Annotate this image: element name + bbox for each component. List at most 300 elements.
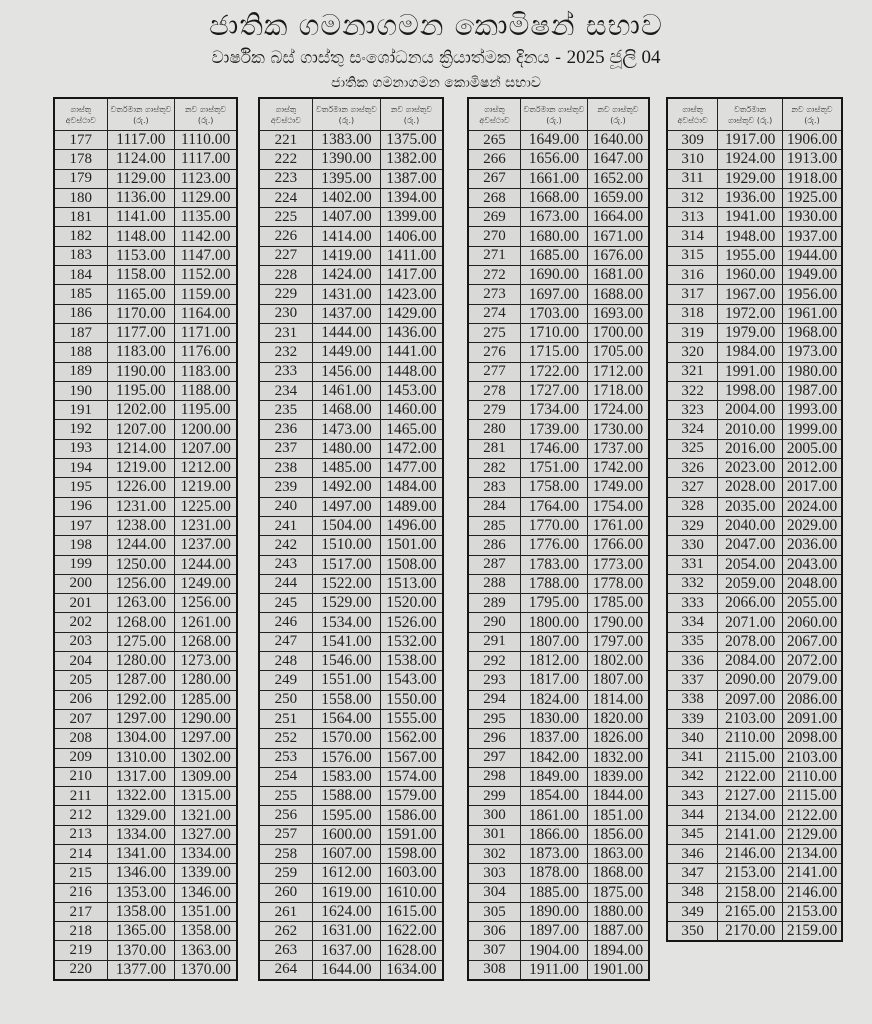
fare-stage: 252 [259,729,312,748]
table-row [259,767,443,786]
fare-stage: 223 [259,169,312,188]
table-row [259,188,443,207]
fare-stage: 214 [54,844,107,863]
fare-stage: 320 [667,343,718,362]
fare-stage: 316 [667,266,718,285]
table-row [667,883,842,902]
new-fare: 1171.00 [175,323,237,342]
current-fare: 1158.00 [107,266,175,285]
fare-stage: 198 [54,536,107,555]
table-row [468,381,649,400]
fare-stage: 239 [259,478,312,497]
current-fare: 1854.00 [520,787,587,806]
fare-stage: 208 [54,729,107,748]
current-fare: 1510.00 [312,536,380,555]
current-fare: 1967.00 [718,285,783,304]
table-row [468,652,649,671]
table-row [468,594,649,613]
table-row [54,266,237,285]
current-fare: 1680.00 [520,227,587,246]
table-row [468,902,649,921]
table-row [54,864,237,883]
new-fare: 1652.00 [587,169,649,188]
table-row [54,709,237,728]
current-fare: 1263.00 [107,594,175,613]
table-row [667,285,842,304]
fare-stage: 249 [259,671,312,690]
fare-stage: 349 [667,902,718,921]
table-row [667,401,842,420]
new-fare: 1615.00 [380,902,443,921]
current-fare: 2141.00 [718,825,783,844]
current-fare: 1183.00 [107,343,175,362]
new-fare: 1766.00 [587,536,649,555]
new-fare: 1894.00 [587,941,649,960]
table-row [667,131,842,150]
fare-stage: 178 [54,150,107,169]
new-fare: 1851.00 [587,806,649,825]
table-row [667,767,842,786]
fare-stage: 180 [54,188,107,207]
fare-stage: 229 [259,285,312,304]
current-fare: 1322.00 [107,787,175,806]
new-fare: 1944.00 [783,246,843,265]
current-fare: 1739.00 [520,420,587,439]
new-fare: 1807.00 [587,671,649,690]
new-fare: 1628.00 [380,941,443,960]
table-row [54,594,237,613]
fare-stage: 251 [259,709,312,728]
fare-stage: 297 [468,748,520,767]
new-fare: 1574.00 [380,767,443,786]
current-fare: 1473.00 [312,420,380,439]
current-fare: 1358.00 [107,902,175,921]
table-row [468,131,649,150]
table-row [468,188,649,207]
new-fare: 2146.00 [783,883,843,902]
current-fare: 1564.00 [312,709,380,728]
table-row [667,188,842,207]
current-fare: 1948.00 [718,227,783,246]
current-fare: 1461.00 [312,381,380,400]
current-fare: 1644.00 [312,960,380,980]
fare-stage: 305 [468,902,520,921]
new-fare: 2110.00 [783,767,843,786]
fare-stage: 269 [468,208,520,227]
fare-stage: 339 [667,709,718,728]
table-row [468,960,649,980]
current-fare: 2090.00 [718,671,783,690]
table-row [468,516,649,535]
current-fare: 1570.00 [312,729,380,748]
table-row [468,266,649,285]
table-row [468,285,649,304]
fare-stage: 274 [468,304,520,323]
table-row [468,574,649,593]
new-fare: 1334.00 [175,844,237,863]
new-fare: 1832.00 [587,748,649,767]
new-fare: 2048.00 [783,574,843,593]
fare-stage: 313 [667,208,718,227]
new-fare: 1567.00 [380,748,443,767]
new-fare: 2103.00 [783,748,843,767]
fare-stage: 182 [54,227,107,246]
new-fare: 1268.00 [175,632,237,651]
current-fare: 1365.00 [107,922,175,941]
new-fare: 2043.00 [783,555,843,574]
current-fare: 1837.00 [520,729,587,748]
fare-stage: 259 [259,864,312,883]
current-fare: 1697.00 [520,285,587,304]
current-fare: 1148.00 [107,227,175,246]
new-fare: 1477.00 [380,459,443,478]
new-fare: 1591.00 [380,825,443,844]
new-fare: 1688.00 [587,285,649,304]
current-fare: 2004.00 [718,401,783,420]
new-fare: 1225.00 [175,497,237,516]
fare-stage: 347 [667,864,718,883]
table-row [468,246,649,265]
new-fare: 1640.00 [587,131,649,150]
current-fare: 2146.00 [718,844,783,863]
table-row [54,343,237,362]
current-fare: 1924.00 [718,150,783,169]
current-fare: 1972.00 [718,304,783,323]
table-row [468,883,649,902]
fare-stage: 247 [259,632,312,651]
new-fare: 1394.00 [380,188,443,207]
fare-stage: 224 [259,188,312,207]
table-row [468,420,649,439]
fare-stage: 270 [468,227,520,246]
new-fare: 1142.00 [175,227,237,246]
current-fare: 1468.00 [312,401,380,420]
current-fare: 1541.00 [312,632,380,651]
fare-stage: 236 [259,420,312,439]
fare-stage: 282 [468,459,520,478]
new-fare: 1956.00 [783,285,843,304]
current-fare: 1431.00 [312,285,380,304]
table-row [468,555,649,574]
fare-stage: 327 [667,478,718,497]
new-fare: 2086.00 [783,690,843,709]
new-fare: 1484.00 [380,478,443,497]
fare-stage: 188 [54,343,107,362]
current-fare: 1419.00 [312,246,380,265]
current-fare: 1177.00 [107,323,175,342]
new-fare: 1188.00 [175,381,237,400]
table-row [667,632,842,651]
new-fare: 1880.00 [587,902,649,921]
fare-stage: 330 [667,536,718,555]
new-fare: 1207.00 [175,439,237,458]
fare-stage: 213 [54,825,107,844]
new-fare: 1297.00 [175,729,237,748]
fare-stage: 304 [468,883,520,902]
table-row [54,246,237,265]
new-fare: 2159.00 [783,922,843,942]
current-fare: 1383.00 [312,131,380,150]
table-row [54,613,237,632]
fare-stage: 337 [667,671,718,690]
current-fare: 1529.00 [312,594,380,613]
current-fare: 2028.00 [718,478,783,497]
current-fare: 2066.00 [718,594,783,613]
current-fare: 1129.00 [107,169,175,188]
new-fare: 1110.00 [175,131,237,150]
document-title: ජාතික ගමනාගමන කොමිෂන් සභාව [209,8,663,42]
current-fare: 1165.00 [107,285,175,304]
current-fare: 1885.00 [520,883,587,902]
fare-stage: 294 [468,690,520,709]
fare-stage: 179 [54,169,107,188]
current-fare: 1546.00 [312,652,380,671]
new-fare: 2153.00 [783,902,843,921]
current-fare: 1866.00 [520,825,587,844]
table-row [667,748,842,767]
new-fare: 1249.00 [175,574,237,593]
table-row [259,381,443,400]
new-fare: 1671.00 [587,227,649,246]
new-fare: 2091.00 [783,709,843,728]
fare-table-1 [53,97,238,981]
fare-stage: 192 [54,420,107,439]
current-fare: 1304.00 [107,729,175,748]
new-fare: 1489.00 [380,497,443,516]
current-fare: 1817.00 [520,671,587,690]
new-fare: 1465.00 [380,420,443,439]
header-current-fare: වර්තමාන ගාස්තුව (රු.) [312,98,380,131]
fare-stage: 328 [667,497,718,516]
fare-stage: 350 [667,922,718,942]
fare-stage: 290 [468,613,520,632]
table-row [54,536,237,555]
fare-stage: 276 [468,343,520,362]
fare-stage: 189 [54,362,107,381]
table-row [259,420,443,439]
table-row [54,131,237,150]
new-fare: 2079.00 [783,671,843,690]
current-fare: 1497.00 [312,497,380,516]
current-fare: 1955.00 [718,246,783,265]
current-fare: 1136.00 [107,188,175,207]
new-fare: 1417.00 [380,266,443,285]
current-fare: 2110.00 [718,729,783,748]
table-row [54,787,237,806]
new-fare: 2024.00 [783,497,843,516]
table-row [667,381,842,400]
new-fare: 1436.00 [380,323,443,342]
new-fare: 2029.00 [783,516,843,535]
table-row [468,632,649,651]
fare-stage: 291 [468,632,520,651]
table-row [259,883,443,902]
fare-stage: 266 [468,150,520,169]
new-fare: 1705.00 [587,343,649,362]
new-fare: 1693.00 [587,304,649,323]
fare-stage: 194 [54,459,107,478]
fare-stage: 318 [667,304,718,323]
fare-stage: 278 [468,381,520,400]
current-fare: 2134.00 [718,806,783,825]
table-row [259,478,443,497]
new-fare: 2129.00 [783,825,843,844]
new-fare: 1129.00 [175,188,237,207]
current-fare: 1517.00 [312,555,380,574]
table-row [468,767,649,786]
table-row [259,343,443,362]
header-new-fare: නව ගාස්තුව (රු.) [783,98,843,131]
table-row [54,478,237,497]
table-row [54,208,237,227]
current-fare: 1195.00 [107,381,175,400]
header-current-fare: වර්තමාන ගාස්තුව (රු.) [107,98,175,131]
new-fare: 1176.00 [175,343,237,362]
new-fare: 1844.00 [587,787,649,806]
current-fare: 1824.00 [520,690,587,709]
current-fare: 1504.00 [312,516,380,535]
new-fare: 1622.00 [380,922,443,941]
table-row [667,227,842,246]
current-fare: 2097.00 [718,690,783,709]
current-fare: 1637.00 [312,941,380,960]
new-fare: 1327.00 [175,825,237,844]
document-subtitle [0,47,872,69]
table-row [54,285,237,304]
current-fare: 1788.00 [520,574,587,593]
table-row [54,690,237,709]
table-row [259,497,443,516]
current-fare: 1219.00 [107,459,175,478]
current-fare: 1444.00 [312,323,380,342]
fare-stage: 205 [54,671,107,690]
current-fare: 1998.00 [718,381,783,400]
current-fare: 1202.00 [107,401,175,420]
fare-stage: 195 [54,478,107,497]
fare-stage: 241 [259,516,312,535]
fare-stage: 216 [54,883,107,902]
new-fare: 1598.00 [380,844,443,863]
new-fare: 1382.00 [380,150,443,169]
header-stage: ගාස්තු අවස්ථාව [468,98,520,131]
fare-stage: 226 [259,227,312,246]
new-fare: 1543.00 [380,671,443,690]
fare-stage: 308 [468,960,520,980]
new-fare: 1363.00 [175,941,237,960]
new-fare: 1453.00 [380,381,443,400]
current-fare: 2023.00 [718,459,783,478]
current-fare: 2115.00 [718,748,783,767]
fare-stage: 275 [468,323,520,342]
current-fare: 1776.00 [520,536,587,555]
table-row [259,516,443,535]
current-fare: 1280.00 [107,652,175,671]
new-fare: 1526.00 [380,613,443,632]
table-row [667,516,842,535]
fare-stage: 187 [54,323,107,342]
fare-stage: 321 [667,362,718,381]
current-fare: 1214.00 [107,439,175,458]
table-row [259,825,443,844]
current-fare: 2040.00 [718,516,783,535]
fare-stage: 298 [468,767,520,786]
current-fare: 1770.00 [520,516,587,535]
current-fare: 1631.00 [312,922,380,941]
table-row [54,902,237,921]
current-fare: 1492.00 [312,478,380,497]
table-row [667,844,842,863]
fare-stage: 206 [54,690,107,709]
current-fare: 1268.00 [107,613,175,632]
table-row [259,806,443,825]
new-fare: 1659.00 [587,188,649,207]
current-fare: 1624.00 [312,902,380,921]
current-fare: 2071.00 [718,613,783,632]
fare-stage: 197 [54,516,107,535]
fare-stage: 346 [667,844,718,863]
current-fare: 1226.00 [107,478,175,497]
table-row [259,323,443,342]
current-fare: 1329.00 [107,806,175,825]
new-fare: 1302.00 [175,748,237,767]
table-row [54,188,237,207]
new-fare: 1718.00 [587,381,649,400]
current-fare: 2010.00 [718,420,783,439]
table-row [259,690,443,709]
current-fare: 1256.00 [107,574,175,593]
table-row [54,652,237,671]
current-fare: 1595.00 [312,806,380,825]
fare-stage: 263 [259,941,312,960]
fare-stage: 220 [54,960,107,980]
fare-stage: 211 [54,787,107,806]
fare-stage: 262 [259,922,312,941]
current-fare: 2059.00 [718,574,783,593]
new-fare: 1195.00 [175,401,237,420]
table-row [54,459,237,478]
fare-stage: 254 [259,767,312,786]
table-row [667,709,842,728]
fare-stage: 222 [259,150,312,169]
table-row [667,671,842,690]
current-fare: 1370.00 [107,941,175,960]
table-row [468,208,649,227]
fare-stage: 341 [667,748,718,767]
fare-stage: 345 [667,825,718,844]
table-row [667,169,842,188]
current-fare: 1424.00 [312,266,380,285]
table-row [468,401,649,420]
current-fare: 1117.00 [107,131,175,150]
fare-stage: 243 [259,555,312,574]
current-fare: 1292.00 [107,690,175,709]
fare-stage: 296 [468,729,520,748]
current-fare: 1722.00 [520,362,587,381]
new-fare: 1968.00 [783,323,843,342]
table-row [54,825,237,844]
current-fare: 1334.00 [107,825,175,844]
table-row [667,323,842,342]
new-fare: 1820.00 [587,709,649,728]
new-fare: 1183.00 [175,362,237,381]
table-row [468,459,649,478]
table-row [667,536,842,555]
new-fare: 1508.00 [380,555,443,574]
table-row [259,729,443,748]
current-fare: 2084.00 [718,652,783,671]
table-row [259,150,443,169]
table-row [54,150,237,169]
